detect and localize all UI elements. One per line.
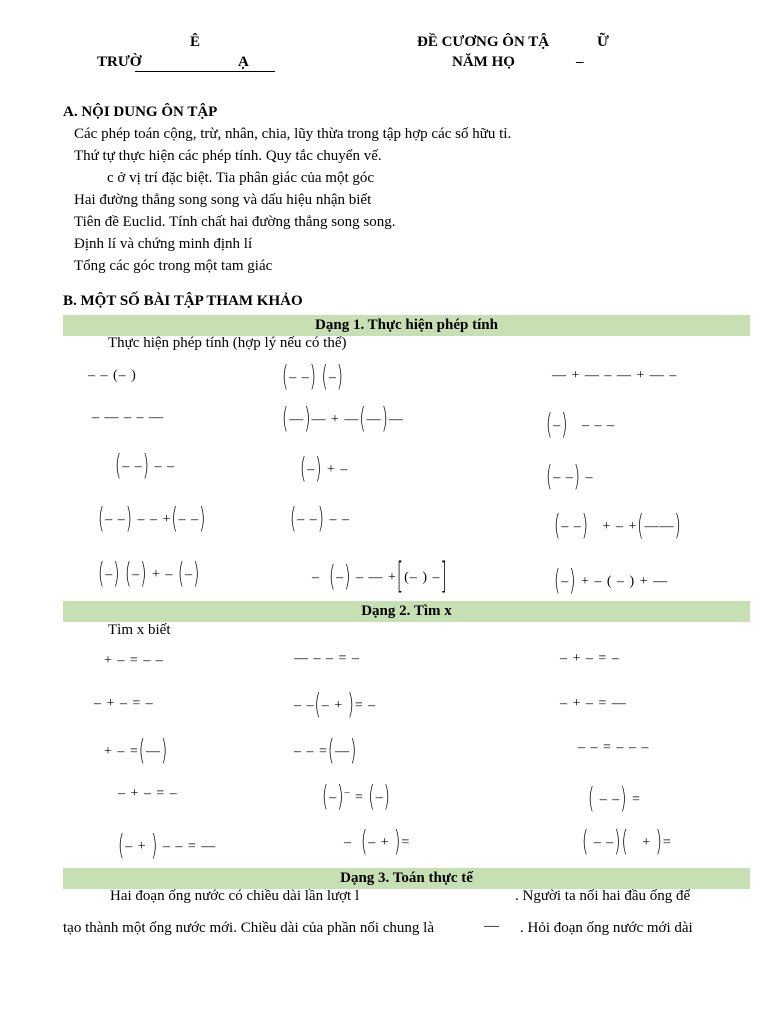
math-expression: – – (– ) [88,368,137,383]
math-expression: (– –) + – +(——) [554,507,682,542]
math-expression: – –(– + )= – [294,686,377,721]
math-expression: — + — – — + — – [552,368,678,383]
section-a-item: Tiên đề Euclid. Tính chất hai đường thẳng song song. [74,214,396,230]
math-expression: (–)– = (–) [322,778,391,813]
header-school-suffix: Ạ [238,54,249,70]
section-a-item: Hai đường thẳng song song và dấu hiệu nhận biết [74,192,372,208]
math-expression: – (– + )= [344,823,411,858]
math-expression: (– –) – – [115,447,175,482]
header-title: ĐỀ CƯƠNG ÔN TẬ [417,34,550,50]
dang1-band: Dạng 1. Thực hiện phép tính [63,315,750,336]
section-b-title: B. MỘT SỐ BÀI TẬP THAM KHẢO [63,293,303,309]
math-expression: (– + ) – – = — [118,827,217,862]
math-expression: (– –) – – +(– –) [98,500,207,535]
header-year-label: NĂM HỌ [452,54,515,70]
section-a-title: A. NỘI DUNG ÔN TẬP [63,104,218,120]
math-expression: (–) + – [300,450,349,485]
dang2-band: Dạng 2. Tìm x [63,601,750,622]
math-expression: + – =(—) [104,732,169,767]
math-expression: (– –) – – [290,500,350,535]
math-expression: ( – –)( + )= [582,823,672,858]
dang3-paragraph-line: tạo thành một ống nước mới. Chiều dài của phần nối chung là [63,920,435,936]
math-expression: – + – = — [560,696,627,711]
math-expression: (–) – – – [546,406,615,441]
section-a-item: Thứ tự thực hiện các phép tính. Quy tắc chuyển vế. [74,148,382,164]
math-expression: (–) (–) + – (–) [98,555,201,590]
header-left-top: Ê [190,34,201,50]
header-title-suffix: Ữ [597,34,609,50]
section-a-item: Tổng các góc trong một tam giác [74,258,273,274]
math-expression: (– –) (–) [282,358,344,393]
math-expression: – + – = – [118,786,178,801]
dang3-paragraph-line: — [484,918,499,934]
dang3-paragraph-line: Hai đoạn ống nước có chiều dài lần lượt l [110,888,360,904]
dang1-intro: Thực hiện phép tính (hợp lý nếu có thể) [108,335,347,351]
math-expression: — – – = – [294,651,360,666]
section-a-item: Định lí và chứng minh định lí [74,236,253,252]
math-expression: – (–) – — +[(– ) –] [312,554,448,597]
math-expression: + – = – – [104,653,164,668]
math-expression: – + – = – [94,696,154,711]
dang3-paragraph-line: . Người ta nối hai đầu ống để [515,888,691,904]
math-expression: ( – –) = [588,780,641,815]
header-underline [135,71,275,72]
math-expression: – — – – — [92,410,164,425]
section-a-item: c ở vị trí đặc biệt. Tia phân giác của một góc [107,170,375,186]
dang2-intro: Tìm x biết [108,622,171,638]
header-school-label: TRƯỜ [97,54,142,70]
dang3-band: Dạng 3. Toán thực tế [63,868,750,889]
dang3-paragraph-line: . Hỏi đoạn ống nước mới dài [520,920,693,936]
header-year-dash: – [576,54,584,70]
math-expression: (–) + – ( – ) + — [554,562,669,597]
section-a-item: Các phép toán cộng, trừ, nhân, chia, lũy thừa trong tập hợp các số hữu tỉ. [74,126,512,142]
math-expression: (– –) – [546,458,594,493]
math-expression: – – =(—) [294,732,358,767]
math-expression: – – = – – – [578,740,650,755]
math-expression: (—)— + —(—)— [282,400,404,435]
math-expression: – + – = – [560,651,620,666]
